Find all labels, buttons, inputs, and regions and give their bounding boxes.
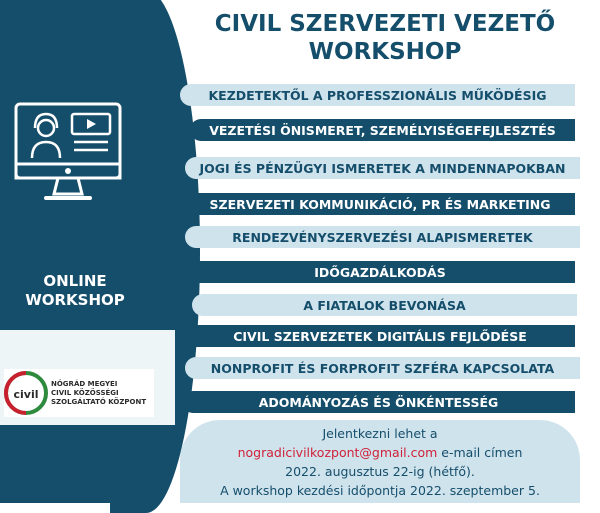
logo-line1: NÓGRÁD MEGYEI [51,379,118,388]
topic-item: ADOMÁNYOZÁS ÉS ÖNKÉNTESSÉG [182,391,575,413]
footer-line2-suffix: e-mail címen [437,445,523,460]
topic-item: CIVIL SZERVEZETEK DIGITÁLIS FEJLŐDÉSE [185,325,575,347]
footer-line4: A workshop kezdési időpontja 2022. szeptember 5. [220,483,540,498]
title-line2: WORKSHOP [308,39,462,65]
topic-item: KEZDETEKTŐL A PROFESSZIONÁLIS MŰKÖDÉSIG [180,84,575,106]
civil-logo-icon [4,371,48,415]
online-workshop-label [10,272,140,310]
topic-item: SZERVEZETI KOMMUNIKÁCIÓ, PR ÉS MARKETING [185,193,575,215]
title-line1: CIVIL SZERVEZETI VEZETŐ [214,11,556,37]
logo-line3: SZOLGÁLTATÓ KÖZPONT [51,397,147,406]
topic-item: IDŐGAZDÁLKODÁS [185,261,575,283]
logo-text [51,380,146,407]
topic-item: NONPROFIT ÉS FORPROFIT SZFÉRA KAPCSOLATA [185,357,580,379]
monitor-video-call-icon [12,100,124,210]
topic-item: A FIATALOK BEVONÁSA [192,294,577,316]
topic-item: JOGI ÉS PÉNZÜGYI ISMERETEK A MINDENNAPOKBAN [185,157,580,179]
topic-item: RENDEZVÉNYSZERVEZÉSI ALAPISMERETEK [185,226,580,248]
organization-logo [4,369,154,417]
page-title [180,10,590,66]
logo-line2: CIVIL KÖZÖSSÉGI [51,388,119,397]
online-line1: ONLINE [43,272,107,290]
registration-info [170,424,590,500]
footer-line3: 2022. augusztus 22-ig (hétfő). [285,464,475,479]
logo-mark-text: civil [13,388,39,401]
online-line2: WORKSHOP [25,291,125,309]
topic-item: VEZETÉSI ÖNISMERET, SZEMÉLYISÉGEFEJLESZTÉS [190,119,575,141]
footer-line2 [170,443,590,462]
email-link[interactable]: nogradicivilkozpont@gmail.com [237,445,438,460]
footer-line1: Jelentkezni lehet a [322,426,438,441]
